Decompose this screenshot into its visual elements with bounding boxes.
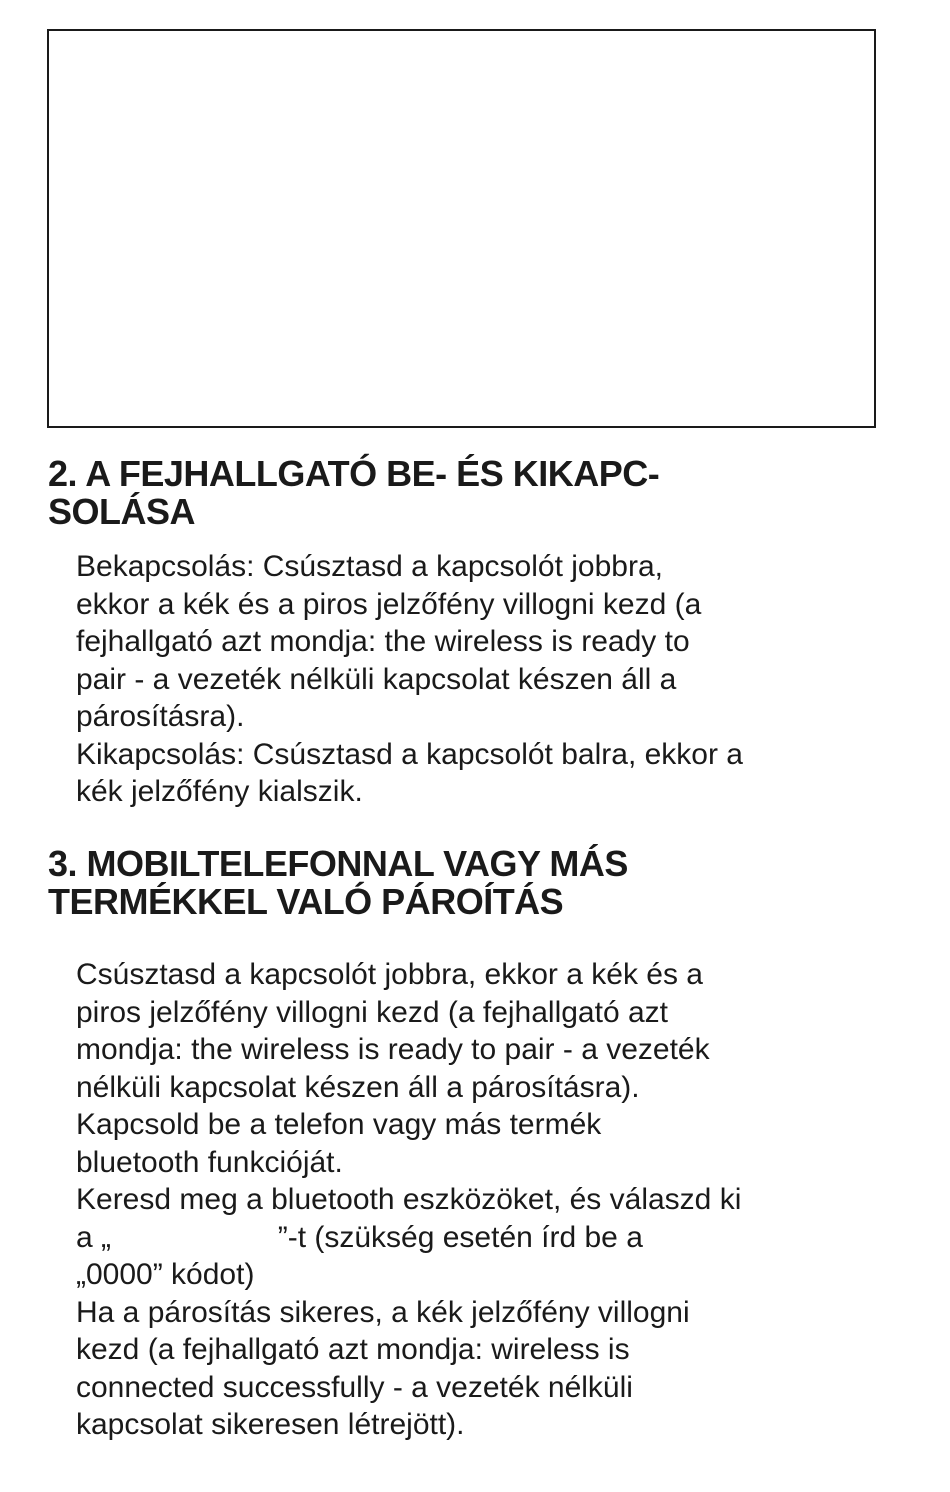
body-line: párosításra). (76, 700, 245, 733)
body-line: Bekapcsolás: Csúsztasd a kapcsolót jobbra, (76, 550, 663, 583)
body-line: mondja: the wireless is ready to pair - a vezeték (76, 1033, 710, 1066)
heading-line: 3. MOBILTELEFONNAL VAGY MÁS (48, 843, 628, 884)
heading-line: SOLÁSA (48, 491, 196, 532)
body-line: Kikapcsolás: Csúsztasd a kapcsolót balra, ekkor a (76, 737, 743, 771)
body-line: Keresd meg a bluetooth eszközöket, és válaszd ki (76, 1183, 742, 1216)
body-line: „0000” kódot) (76, 1258, 255, 1291)
section-3-heading (48, 845, 628, 921)
heading-line: 2. A FEJHALLGATÓ BE- ÉS KIKAPC- (48, 453, 660, 494)
body-line: piros jelzőfény villogni kezd (a fejhallgató azt (76, 995, 668, 1029)
body-line: nélküli kapcsolat készen áll a párosításra). (76, 1070, 640, 1104)
body-line: bluetooth funkcióját. (76, 1145, 343, 1179)
body-line: ekkor a kék és a piros jelzőfény villogni kezd (a (76, 587, 702, 621)
body-line: kék jelzőfény kialszik. (76, 775, 363, 808)
section-3-body (76, 956, 741, 1444)
heading-line: TERMÉKKEL VALÓ PÁROÍTÁS (48, 881, 564, 922)
body-line: kapcsolat sikeresen létrejött). (76, 1408, 465, 1441)
body-line: pair - a vezeték nélküli kapcsolat készen áll a (76, 662, 677, 696)
body-line: a „ ”-t (szükség esetén írd be a (76, 1220, 643, 1254)
body-line: connected successfully - a vezeték nélküli (76, 1370, 633, 1404)
image-placeholder (47, 29, 876, 428)
body-line: Ha a párosítás sikeres, a kék jelzőfény villogni (76, 1295, 690, 1329)
body-line: Csúsztasd a kapcsolót jobbra, ekkor a kék és a (76, 958, 703, 991)
body-line: Kapcsold be a telefon vagy más termék (76, 1108, 602, 1141)
section-2-body (76, 548, 743, 811)
section-2-heading (48, 455, 659, 531)
body-line: kezd (a fejhallgató azt mondja: wireless is (76, 1333, 630, 1366)
body-line: fejhallgató azt mondja: the wireless is ready to (76, 625, 690, 658)
